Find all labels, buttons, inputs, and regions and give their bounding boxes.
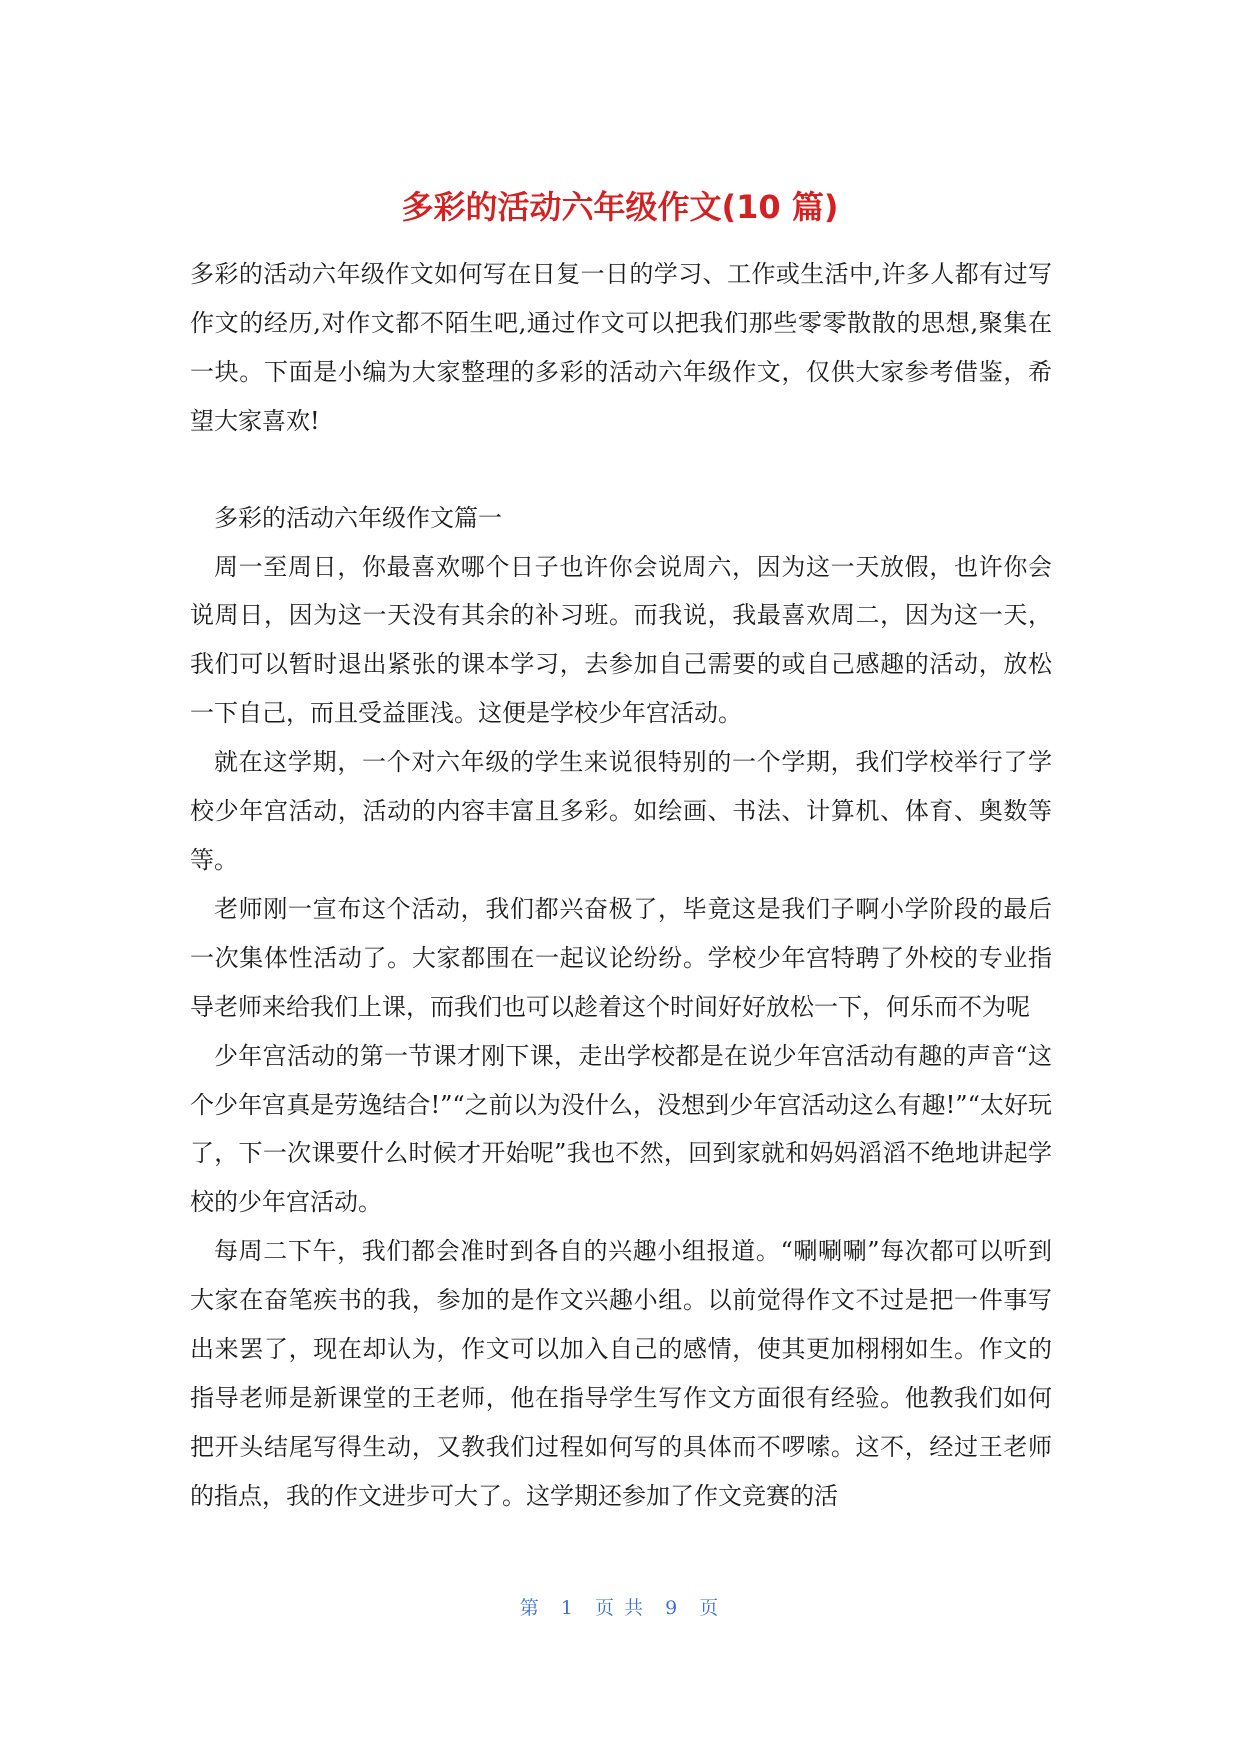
page-label: 第 (519, 1597, 541, 1619)
body-paragraph-3: 老师刚一宣布这个活动，我们都兴奋极了，毕竟这是我们子啊小学阶段的最后一次集体性活动了。大家都围在一起议论纷纷。学校少年宫特聘了外校的专业指导老师来给我们上课，而我们也可以趁着这个时间好好放松一下，何乐而不为呢 (190, 894, 1052, 1021)
body-paragraph-5: 每周二下午，我们都会准时到各自的兴趣小组报道。“唰唰唰”每次都可以听到大家在奋笔疾书的我，参加的是作文兴趣小组。以前觉得作文不过是把一件事写出来罢了，现在却认为，作文可以加入自己的感情，使其更加栩栩如生。作文的指导老师是新课堂的王老师，他在指导学生写作文方面很有经验。他教我们如何把开头结尾写得生动，又教我们过程如何写的具体而不啰嗦。这不，经过王老师的指点，我的作文进步可大了。这学期还参加了作文竞赛的活 (190, 1237, 1052, 1510)
total-pages: 9 (665, 1597, 680, 1619)
page-number: 1 (560, 1597, 575, 1619)
document-title: 多彩的活动六年级作文(10 篇) (401, 188, 839, 226)
body-paragraph-1: 周一至周日，你最喜欢哪个日子也许你会说周六，因为这一天放假，也许你会说周日，因为这一天没有其余的补习班。而我说，我最喜欢周二，因为这一天，我们可以暂时退出紧张的课本学习，去参加自己需要的或自己感趣的活动，放松一下自己，而且受益匪浅。这便是学校少年宫活动。 (190, 552, 1052, 728)
page-footer (0, 1596, 1240, 1620)
page-of-label: 页 共 (594, 1597, 646, 1619)
section-gap (190, 446, 1052, 494)
document-body (190, 250, 1052, 1521)
intro-paragraph: 多彩的活动六年级作文如何写在日复一日的学习、工作或生活中,许多人都有过写作文的经历,对作文都不陌生吧,通过作文可以把我们那些零零散散的思想,聚集在一块。下面是小编为大家整理的多彩的活动六年级作文，仅供大家参考借鉴，希望大家喜欢! (190, 260, 1052, 435)
body-paragraph-2: 就在这学期，一个对六年级的学生来说很特别的一个学期，我们学校举行了学校少年宫活动，活动的内容丰富且多彩。如绘画、书法、计算机、体育、奥数等等。 (190, 748, 1052, 874)
section-heading: 多彩的活动六年级作文篇一 (214, 503, 502, 532)
page-suffix: 页 (699, 1597, 721, 1619)
body-paragraph-4: 少年宫活动的第一节课才刚下课，走出学校都是在说少年宫活动有趣的声音“这个少年宫真是劳逸结合!”“之前以为没什么，没想到少年宫活动这么有趣!”“太好玩了，下一次课要什么时候才开始呢”我也不然，回到家就和妈妈滔滔不绝地讲起学校的少年宫活动。 (190, 1041, 1052, 1217)
